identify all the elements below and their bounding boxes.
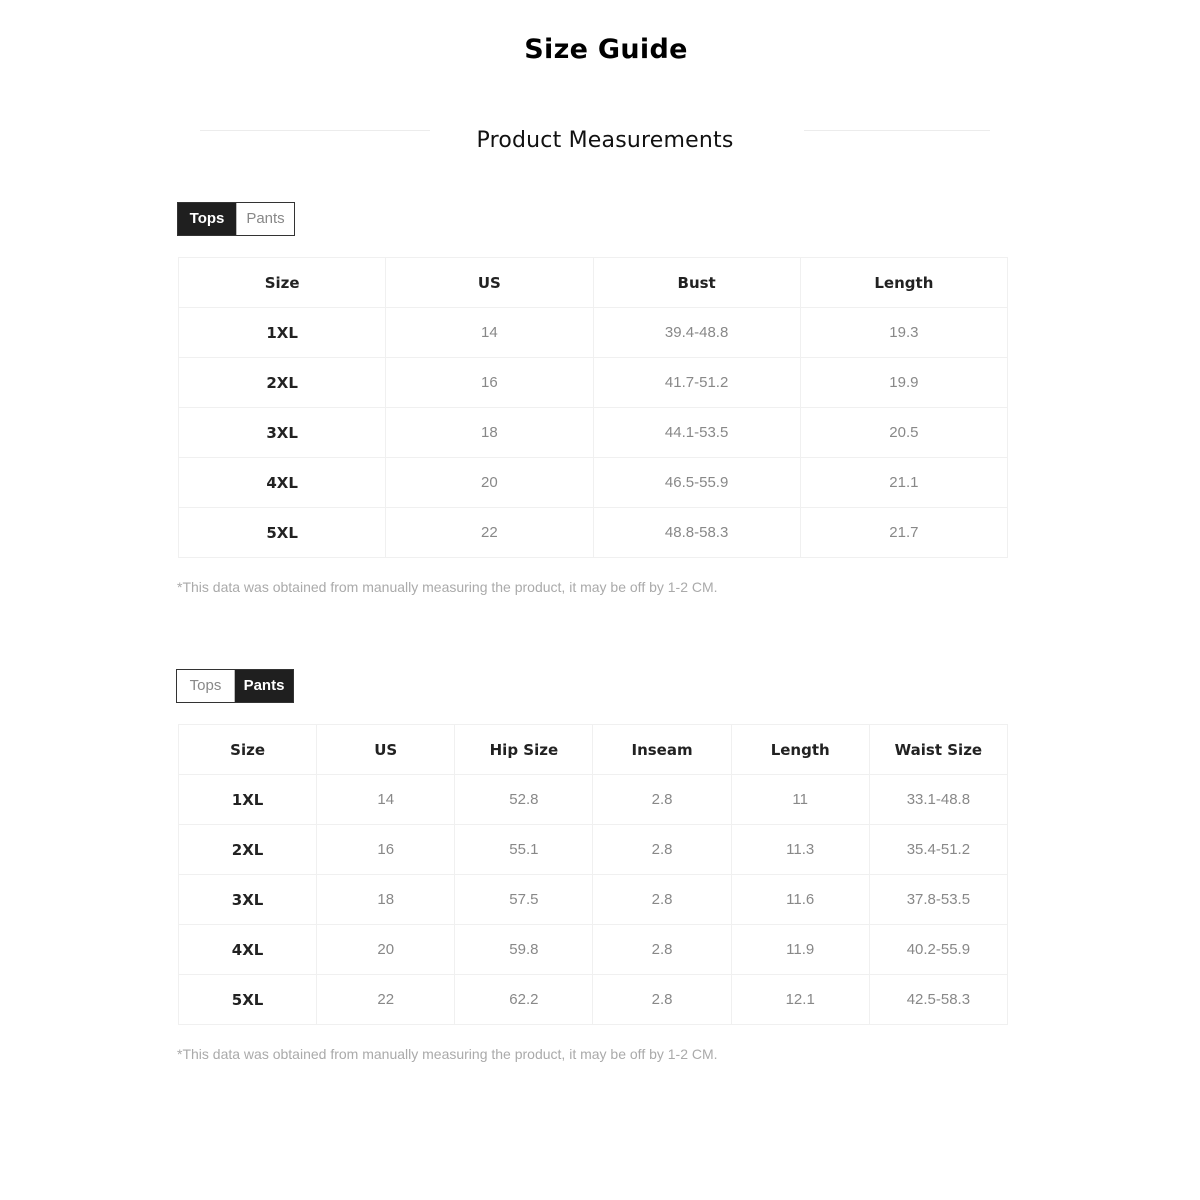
- tab-tops[interactable]: Tops: [177, 670, 235, 702]
- pants-size-table: [178, 724, 1008, 1025]
- waist-size-cell: 33.1-48.8: [869, 775, 1007, 825]
- column-header-waist-size: Waist Size: [869, 725, 1007, 775]
- length-cell: 19.9: [800, 358, 1007, 408]
- size-cell: 4XL: [179, 925, 317, 975]
- column-header-us: US: [386, 258, 593, 308]
- bust-cell: 44.1-53.5: [593, 408, 800, 458]
- table-row: [179, 308, 1008, 358]
- bust-cell: 48.8-58.3: [593, 508, 800, 558]
- column-header-inseam: Inseam: [593, 725, 731, 775]
- column-header-hip-size: Hip Size: [455, 725, 593, 775]
- pants-section-tab-group: [176, 669, 294, 703]
- tops-size-table: [178, 257, 1008, 558]
- inseam-cell: 2.8: [593, 775, 731, 825]
- size-cell: 5XL: [179, 975, 317, 1025]
- us-cell: 18: [317, 875, 455, 925]
- bust-cell: 39.4-48.8: [593, 308, 800, 358]
- waist-size-cell: 40.2-55.9: [869, 925, 1007, 975]
- inseam-cell: 2.8: [593, 825, 731, 875]
- length-cell: 21.7: [800, 508, 1007, 558]
- inseam-cell: 2.8: [593, 975, 731, 1025]
- length-cell: 20.5: [800, 408, 1007, 458]
- tab-tops[interactable]: Tops: [178, 203, 236, 235]
- section-heading: [0, 126, 1200, 162]
- length-cell: 11.3: [731, 825, 869, 875]
- us-cell: 22: [317, 975, 455, 1025]
- us-cell: 20: [386, 458, 593, 508]
- hip-size-cell: 59.8: [455, 925, 593, 975]
- size-cell: 3XL: [179, 875, 317, 925]
- waist-size-cell: 35.4-51.2: [869, 825, 1007, 875]
- table-row: [179, 975, 1008, 1025]
- tab-pants[interactable]: Pants: [235, 670, 293, 702]
- us-cell: 16: [317, 825, 455, 875]
- table-header-row: [179, 725, 1008, 775]
- inseam-cell: 2.8: [593, 875, 731, 925]
- table-row: [179, 408, 1008, 458]
- heading-divider-right: [804, 130, 990, 131]
- table-row: [179, 875, 1008, 925]
- size-cell: 2XL: [179, 825, 317, 875]
- measurement-disclaimer: *This data was obtained from manually measuring the product, it may be off by 1-2 CM.: [177, 579, 718, 595]
- table-header-row: [179, 258, 1008, 308]
- hip-size-cell: 57.5: [455, 875, 593, 925]
- column-header-bust: Bust: [593, 258, 800, 308]
- tab-pants[interactable]: Pants: [236, 203, 294, 235]
- measurement-disclaimer: *This data was obtained from manually measuring the product, it may be off by 1-2 CM.: [177, 1046, 718, 1062]
- length-cell: 11.6: [731, 875, 869, 925]
- us-cell: 14: [386, 308, 593, 358]
- table-row: [179, 925, 1008, 975]
- size-cell: 2XL: [179, 358, 386, 408]
- waist-size-cell: 42.5-58.3: [869, 975, 1007, 1025]
- size-cell: 5XL: [179, 508, 386, 558]
- table-row: [179, 458, 1008, 508]
- us-cell: 20: [317, 925, 455, 975]
- bust-cell: 41.7-51.2: [593, 358, 800, 408]
- length-cell: 11: [731, 775, 869, 825]
- bust-cell: 46.5-55.9: [593, 458, 800, 508]
- size-cell: 1XL: [179, 308, 386, 358]
- size-cell: 1XL: [179, 775, 317, 825]
- hip-size-cell: 62.2: [455, 975, 593, 1025]
- waist-size-cell: 37.8-53.5: [869, 875, 1007, 925]
- column-header-size: Size: [179, 258, 386, 308]
- inseam-cell: 2.8: [593, 925, 731, 975]
- length-cell: 12.1: [731, 975, 869, 1025]
- length-cell: 21.1: [800, 458, 1007, 508]
- length-cell: 19.3: [800, 308, 1007, 358]
- us-cell: 14: [317, 775, 455, 825]
- hip-size-cell: 55.1: [455, 825, 593, 875]
- column-header-us: US: [317, 725, 455, 775]
- hip-size-cell: 52.8: [455, 775, 593, 825]
- table-row: [179, 825, 1008, 875]
- us-cell: 16: [386, 358, 593, 408]
- page-title: Size Guide: [524, 34, 688, 65]
- table-row: [179, 508, 1008, 558]
- table-row: [179, 358, 1008, 408]
- tops-section-tab-group: [177, 202, 295, 236]
- us-cell: 22: [386, 508, 593, 558]
- column-header-size: Size: [179, 725, 317, 775]
- size-cell: 4XL: [179, 458, 386, 508]
- section-heading-text: Product Measurements: [476, 128, 734, 153]
- table-row: [179, 775, 1008, 825]
- column-header-length: Length: [731, 725, 869, 775]
- size-cell: 3XL: [179, 408, 386, 458]
- length-cell: 11.9: [731, 925, 869, 975]
- column-header-length: Length: [800, 258, 1007, 308]
- us-cell: 18: [386, 408, 593, 458]
